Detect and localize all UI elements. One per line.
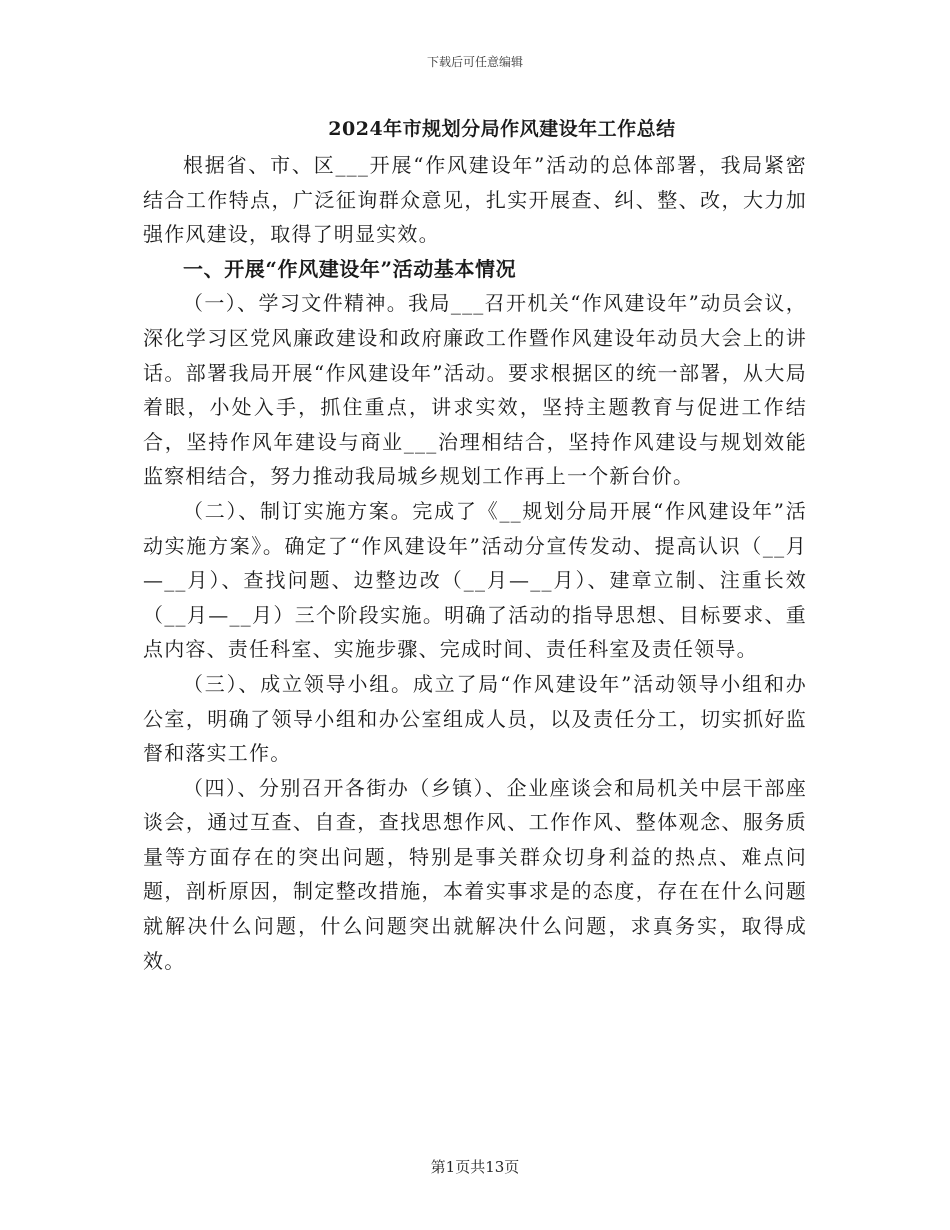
paragraph-item-1: （一）、学习文件精神。我局___召开机关“作风建设年”动员会议，深化学习区党风廉政建设和政府廉政工作暨作风建设年动员大会上的讲话。部署我局开展“作风建设年”活动。要求根据区的统一部署，从大局着眼，小处入手，抓住重点，讲求实效，坚持主题教育与促进工作结合，坚持作风年建设与商业___治理相结合，坚持作风建设与规划效能监察相结合，努力推动我局城乡规划工作再上一个新台价。 [143, 291, 807, 489]
page-footer: 第1页共13页 [430, 1158, 520, 1176]
document-title: 2024年市规划分局作风建设年工作总结 [328, 118, 676, 140]
paragraph-item-2: （二）、制订实施方案。完成了《__规划分局开展“作风建设年”活动实施方案》。确定了“作风建设年”活动分宣传发动、提高认识（__月—__月）、查找问题、边整边改（__月—__月）、建章立制、注重长效（__月—__月）三个阶段实施。明确了活动的指导思想、目标要求、重点内容、责任科室、实施步骤、完成时间、责任科室及责任领导。 [143, 498, 807, 662]
intro-paragraph: 根据省、市、区___开展“作风建设年”活动的总体部署，我局紧密结合工作特点，广泛征询群众意见，扎实开展查、纠、整、改，大力加强作风建设，取得了明显实效。 [143, 153, 807, 247]
header-note: 下载后可任意编辑 [426, 55, 523, 69]
paragraph-item-4: （四）、分别召开各街办（乡镇）、企业座谈会和局机关中层干部座谈会，通过互查、自查，查找思想作风、工作作风、整体观念、服务质量等方面存在的突出问题，特别是事关群众切身利益的热点、难点问题，剖析原因，制定整改措施，本着实事求是的态度，存在在什么问题就解决什么问题，什么问题突出就解决什么问题，求真务实，取得成效。 [143, 775, 807, 973]
document-body [143, 148, 807, 978]
section-heading: 一、开展“作风建设年”活动基本情况 [183, 256, 517, 281]
paragraph-item-3: （三）、成立领导小组。成立了局“作风建设年”活动领导小组和办公室，明确了领导小组和办公室组成人员，以及责任分工，切实抓好监督和落实工作。 [143, 671, 807, 766]
